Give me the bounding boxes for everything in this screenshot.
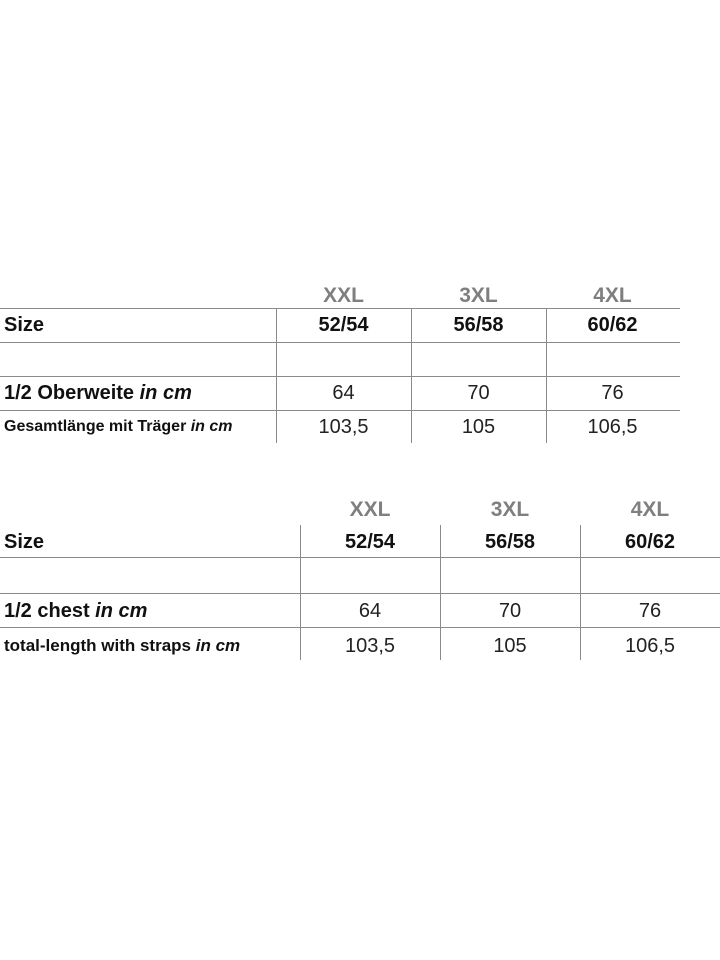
row-label-text: Size xyxy=(4,314,45,336)
row-label-unit: in cm xyxy=(190,418,233,435)
cell-total-length-3xl: 105 xyxy=(461,416,496,438)
size-header-3xl: 3XL xyxy=(490,498,530,521)
cell-total-length-xxl: 103,5 xyxy=(318,416,369,438)
cell-half-bust-4xl: 76 xyxy=(601,382,624,404)
size-header-4xl: 4XL xyxy=(630,498,670,521)
size-header-xxl: XXL xyxy=(323,284,364,307)
cell-half-bust-xxl: 64 xyxy=(332,382,355,404)
cell-size-4xl: 60/62 xyxy=(624,531,676,553)
row-label-size xyxy=(4,531,44,554)
row-label-text: total-length with straps xyxy=(4,636,196,655)
cell-size-3xl: 56/58 xyxy=(484,531,536,553)
cell-total-length-xxl: 103,5 xyxy=(344,635,396,657)
row-label-unit: in cm xyxy=(95,600,148,622)
row-label-text: Size xyxy=(4,531,45,553)
row-label-unit: in cm xyxy=(195,636,241,655)
cell-half-chest-3xl: 70 xyxy=(498,600,522,622)
cell-size-4xl: 60/62 xyxy=(587,314,638,336)
cell-size-xxl: 52/54 xyxy=(318,314,369,336)
size-header-xxl: XXL xyxy=(349,498,391,521)
cell-half-chest-xxl: 64 xyxy=(358,600,382,622)
row-label-text: 1/2 Oberweite xyxy=(4,382,140,404)
cell-half-bust-3xl: 70 xyxy=(467,382,490,404)
row-divider xyxy=(0,593,720,594)
cell-total-length-4xl: 106,5 xyxy=(624,635,676,657)
row-divider xyxy=(0,627,720,628)
cell-total-length-4xl: 106,5 xyxy=(587,416,638,438)
row-label-text: Gesamtlänge mit Träger xyxy=(4,418,191,435)
row-label-total-length xyxy=(4,636,240,656)
row-label-text: 1/2 chest xyxy=(4,600,96,622)
row-label-half-chest xyxy=(4,600,147,623)
size-header-4xl: 4XL xyxy=(593,284,632,307)
row-label-unit: in cm xyxy=(139,382,192,404)
row-divider xyxy=(0,557,720,558)
cell-size-3xl: 56/58 xyxy=(453,314,504,336)
size-header-3xl: 3XL xyxy=(459,284,498,307)
cell-total-length-3xl: 105 xyxy=(493,635,527,657)
cell-half-chest-4xl: 76 xyxy=(638,600,662,622)
cell-size-xxl: 52/54 xyxy=(344,531,396,553)
